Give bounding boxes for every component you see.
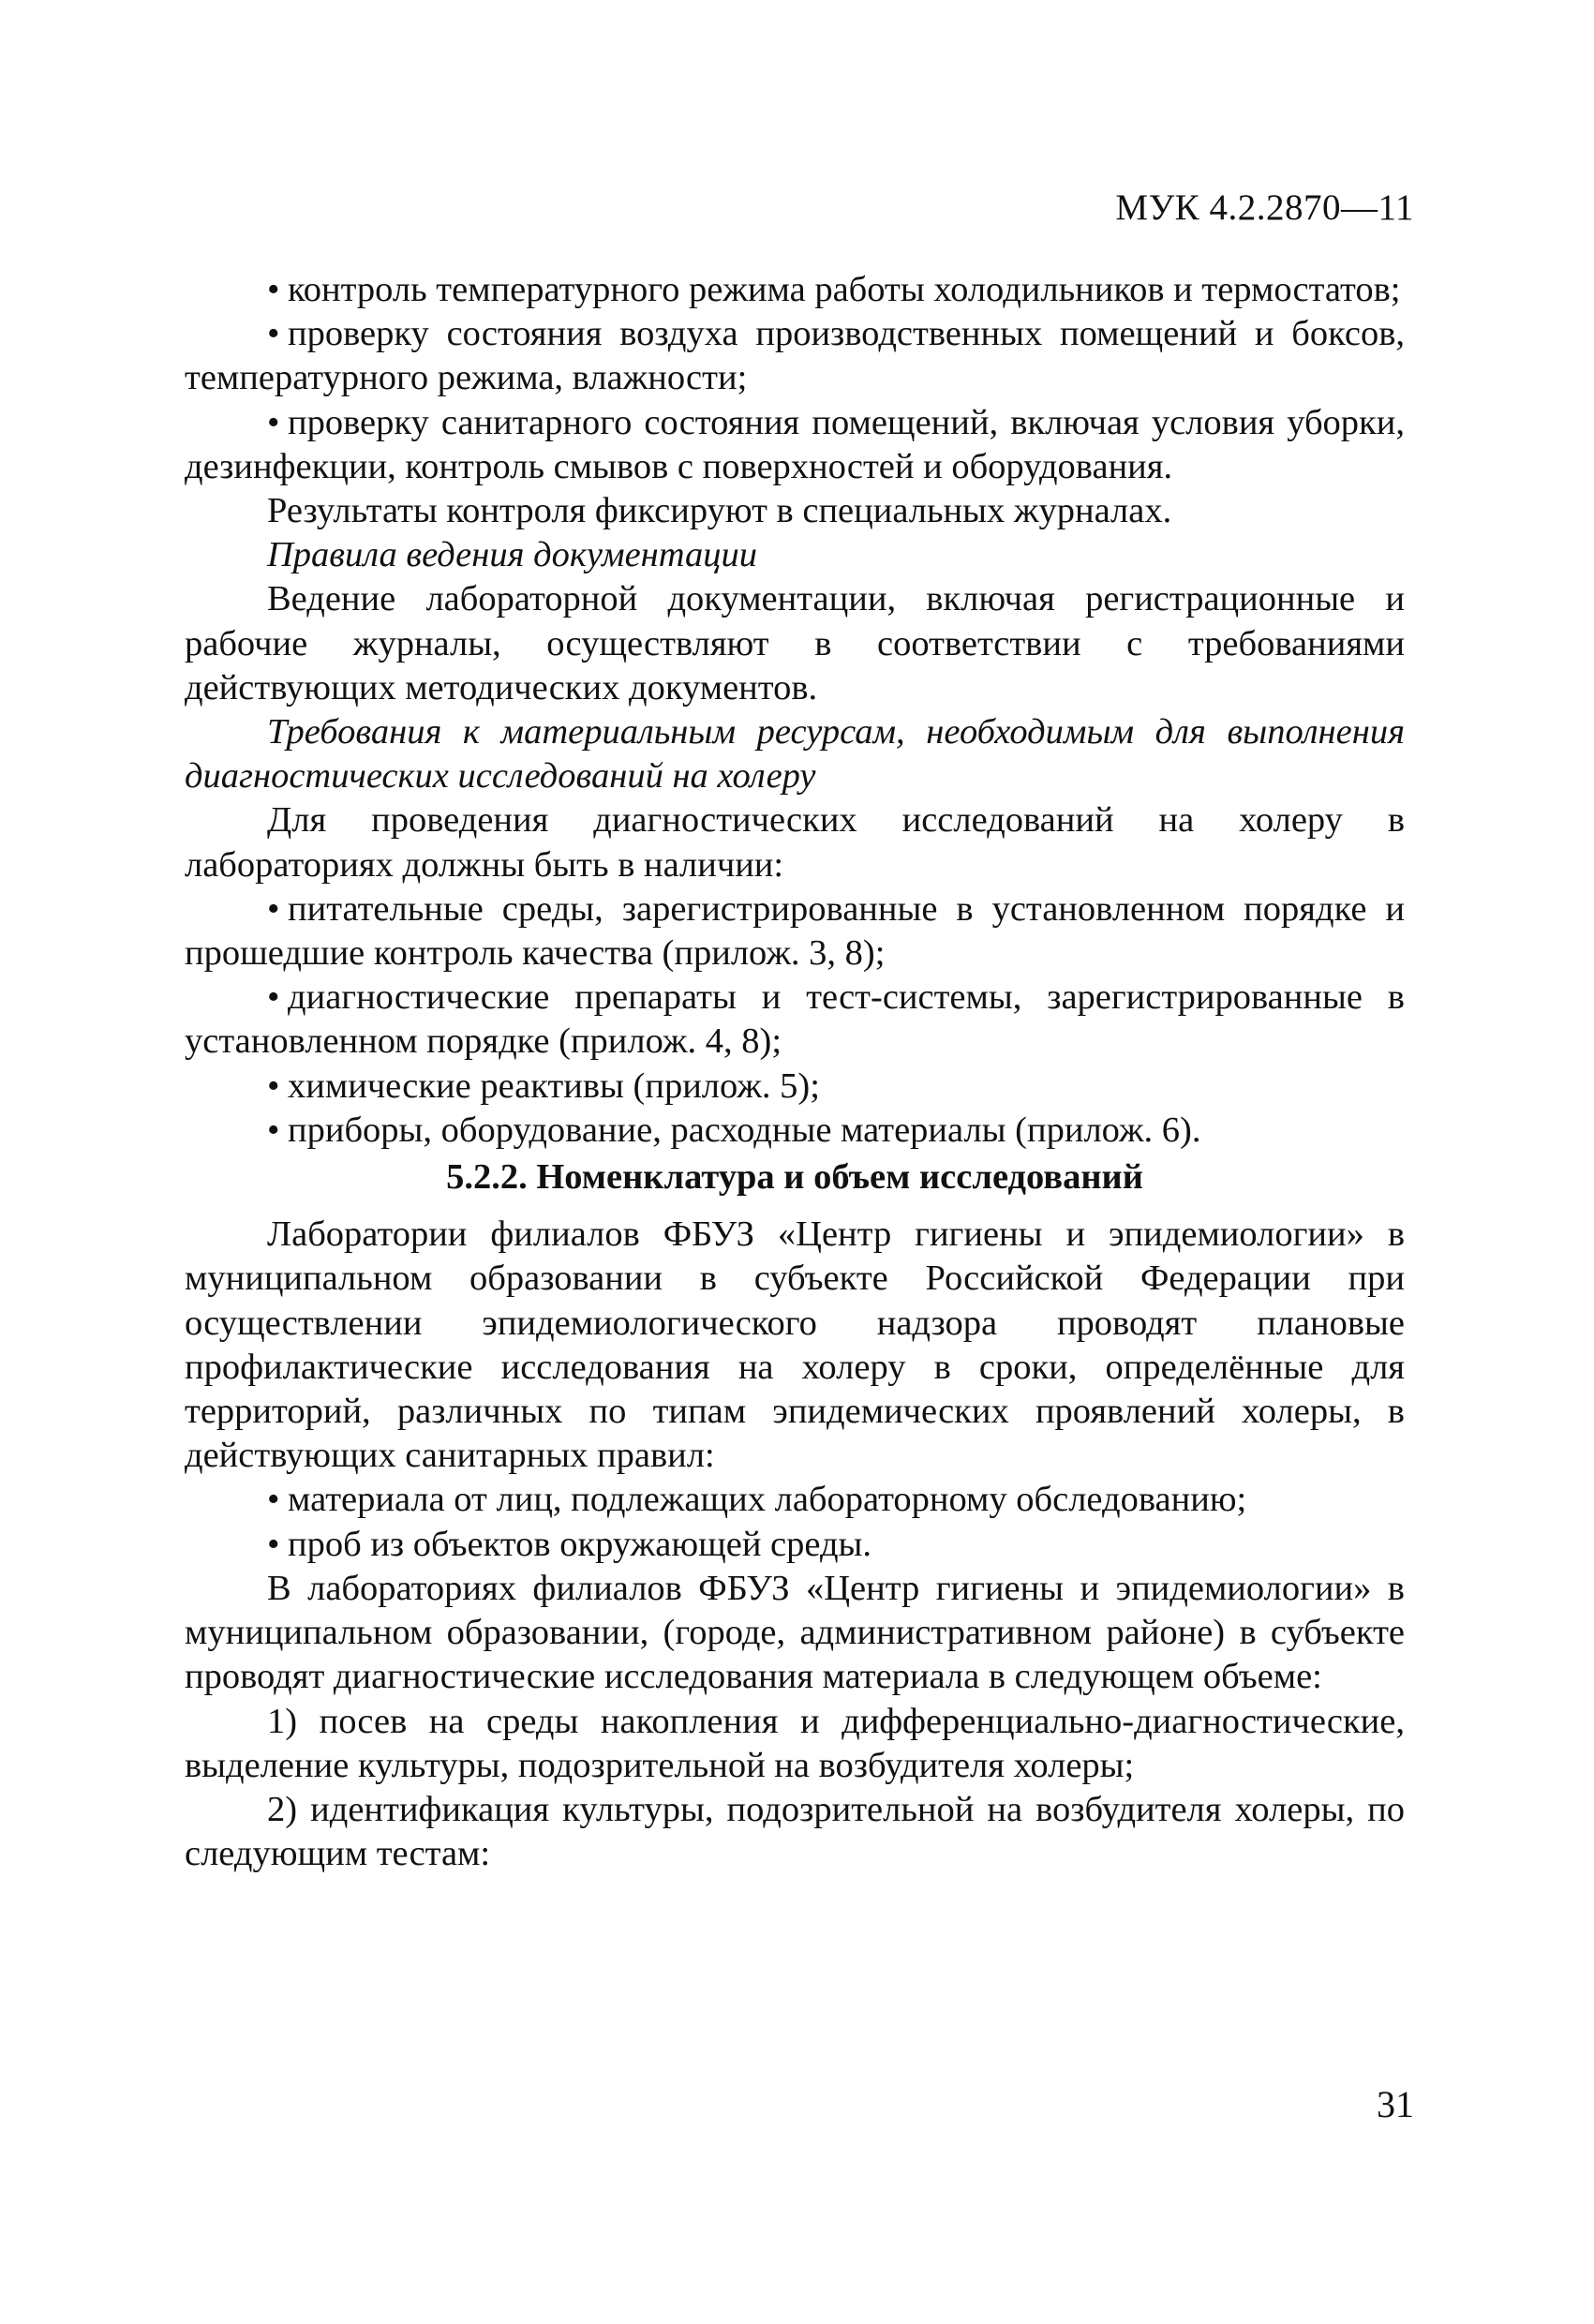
paragraph-bullet: • проверку состояния воздуха производственных помещений и боксов, температурного режима, влажности;	[185, 314, 1405, 398]
bullet-icon: •	[267, 314, 280, 354]
paragraph-bullet: • приборы, оборудование, расходные материалы (прилож. 6).	[185, 1109, 1405, 1153]
paragraph-bullet: • проб из объектов окружающей среды.	[185, 1523, 1405, 1567]
paragraph: Для проведения диагностических исследований на холеру в лабораториях должны быть в наличии:	[185, 800, 1405, 885]
paragraph: Лаборатории филиалов ФБУЗ «Центр гигиены и эпидемиологии» в муниципальном образовании в субъекте Российской Федерации при осуществлении эпидемиологического надзора проводят плановые профилактические исследования на холеру в сроки, определённые для территорий, различных по типам эпидемических проявлений холеры, в действующих санитарных правил:	[185, 1214, 1405, 1476]
paragraph: В лабораториях филиалов ФБУЗ «Центр гигиены и эпидемиологии» в муниципальном образовании, (городе, административном районе) в субъекте проводят диагностические исследования материала в следующем объеме:	[185, 1568, 1405, 1697]
section-heading: 5.2.2. Номенклатура и объем исследований	[446, 1157, 1143, 1198]
bullet-icon: •	[267, 1524, 280, 1564]
running-header: МУК 4.2.2870—11	[1115, 187, 1414, 228]
subsection-title: Правила ведения документации	[267, 535, 758, 575]
paragraph-bullet: • контроль температурного режима работы холодильников и термостатов;	[185, 268, 1405, 312]
paragraph: Результаты контроля фиксируют в специальных журналах.	[267, 491, 1172, 531]
body-text	[185, 268, 1405, 1876]
paragraph-bullet: • проверку санитарного состояния помещений, включая условия уборки, дезинфекции, контроль смывов с поверхностей и оборудования.	[185, 402, 1405, 486]
bullet-icon: •	[267, 270, 280, 309]
bullet-icon: •	[267, 888, 280, 929]
paragraph-bullet: • диагностические препараты и тест-системы, зарегистрированные в установленном порядке (прилож. 4, 8);	[185, 977, 1405, 1062]
bullet-icon: •	[267, 977, 280, 1018]
paragraph-bullet: • химические реактивы (прилож. 5);	[185, 1065, 1405, 1109]
bullet-icon: •	[267, 1480, 280, 1520]
bullet-icon: •	[267, 1065, 280, 1106]
numbered-item: 2) идентификация культуры, подозрительной на возбудителя холеры, по следующим тестам:	[185, 1789, 1405, 1874]
numbered-item: 1) посев на среды накопления и дифференциально-диагностические, выделение культуры, подозрительной на возбудителя холеры;	[185, 1701, 1405, 1785]
page-number: 31	[1377, 2083, 1414, 2125]
bullet-icon: •	[267, 402, 280, 442]
paragraph: Ведение лабораторной документации, включая регистрационные и рабочие журналы, осуществляют в соответствии с требованиями действующих методических документов.	[185, 579, 1405, 708]
bullet-icon: •	[267, 1110, 280, 1150]
paragraph-bullet: • питательные среды, зарегистрированные в установленном порядке и прошедшие контроль качества (прилож. 3, 8);	[185, 888, 1405, 974]
paragraph-bullet: • материала от лиц, подлежащих лабораторному обследованию;	[185, 1478, 1405, 1522]
subsection-title: Требования к материальным ресурсам, необходимым для выполнения диагностических исследований на холеру	[185, 712, 1405, 797]
